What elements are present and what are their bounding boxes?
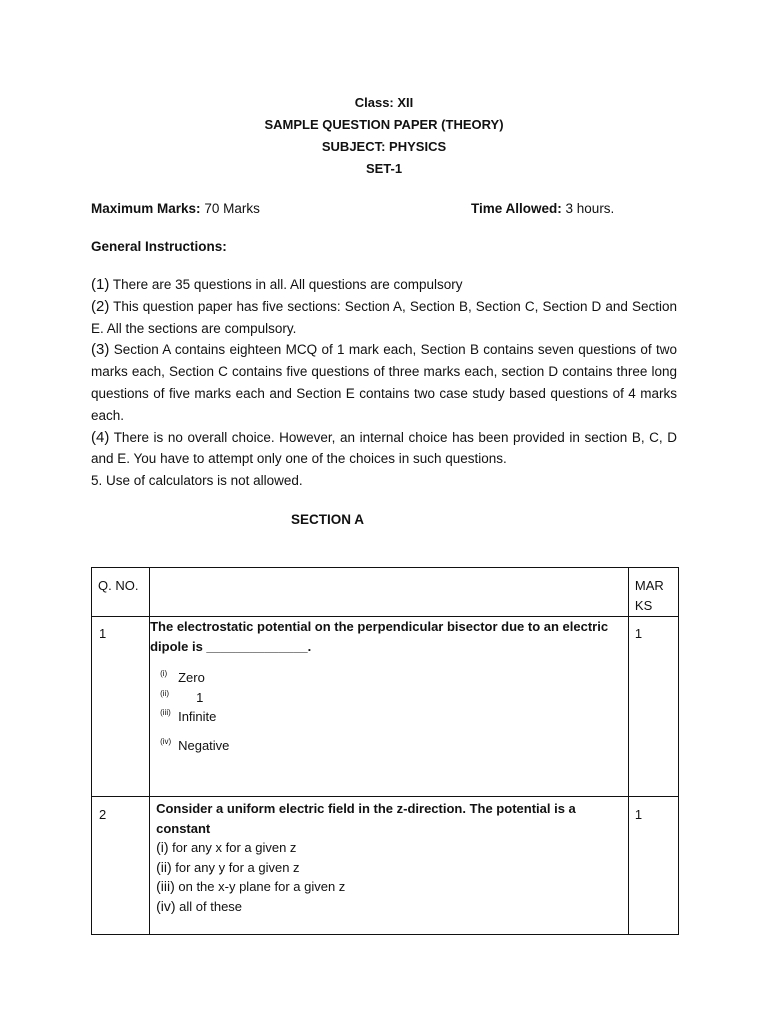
option-item: [156, 877, 620, 897]
table-row: [92, 797, 679, 935]
options-list: [150, 668, 620, 755]
option-item: [160, 736, 620, 756]
time-allowed-value: 3 hours.: [565, 201, 615, 216]
instruction-item: [91, 296, 677, 340]
maximum-marks-value: 70 Marks: [204, 201, 260, 216]
qno-header: [92, 568, 150, 617]
question-marks: 1: [628, 797, 678, 935]
question-text: The electrostatic potential on the perpendicular bisector due to an electric dipole is ______________.: [150, 619, 609, 654]
time-allowed-label: Time Allowed:: [471, 201, 562, 216]
option-text: Infinite: [178, 709, 217, 724]
table-header-row: [92, 568, 679, 617]
qno-header-text: Q. NO.: [98, 578, 139, 593]
option-roman: (iii): [160, 708, 171, 717]
question-table: [91, 567, 679, 935]
instruction-item: [91, 274, 677, 296]
option-item: [160, 688, 620, 708]
paper-title: SAMPLE QUESTION PAPER (THEORY): [264, 117, 504, 132]
instruction-text: There are 35 questions in all. All questions are compulsory: [112, 277, 463, 292]
maximum-marks-label: Maximum Marks:: [91, 201, 201, 216]
instruction-text: Use of calculators is not allowed.: [106, 473, 303, 489]
option-roman: (iv): [160, 736, 172, 746]
instruction-item: [91, 470, 677, 492]
option-roman: (i): [160, 669, 168, 678]
option-item: [156, 838, 620, 858]
subject-heading: SUBJECT: PHYSICS: [321, 139, 447, 154]
question-cell: [150, 617, 629, 797]
instruction-item: [91, 427, 677, 471]
table-row: [92, 617, 679, 797]
marks-header: [628, 568, 678, 617]
instruction-number: 5.: [91, 473, 103, 489]
instruction-number: (2): [91, 297, 110, 315]
instruction-item: [91, 339, 677, 426]
option-text: 1: [196, 689, 204, 705]
general-instructions-title: General Instructions:: [91, 239, 227, 254]
question-marks: 1: [628, 617, 678, 797]
option-item: [156, 897, 620, 917]
set-heading: SET-1: [365, 161, 403, 176]
instruction-number: (4): [91, 428, 110, 446]
option-roman: (i): [156, 839, 169, 855]
section-title: SECTION A: [291, 512, 365, 527]
option-item: [160, 668, 620, 688]
instruction-number: (3): [91, 341, 110, 359]
option-text: for any x for a given z: [172, 840, 297, 855]
time-allowed: [471, 201, 614, 217]
instruction-number: (1): [91, 276, 110, 293]
question-number: 1: [92, 617, 150, 797]
instruction-text: There is no overall choice. However, an internal choice has been provided in section B, C, D and E. You have to attempt only one of the choices in such questions.: [91, 429, 677, 467]
maximum-marks: [91, 201, 260, 217]
options-list: [156, 838, 620, 916]
question-text: Consider a uniform electric field in the z-direction. The potential is a constant: [156, 801, 576, 836]
instructions-list: [91, 274, 677, 492]
option-roman: (ii): [156, 858, 172, 875]
class-heading: Class: XII: [354, 95, 414, 110]
option-text: Negative: [178, 737, 230, 753]
question-number: 2: [92, 797, 150, 935]
marks-header-text: MARKS: [634, 578, 664, 613]
question-header: [150, 568, 629, 617]
instruction-text: Section A contains eighteen MCQ of 1 mark each, Section B contains seven questions of two marks each, Section C contains five questions of three marks each, section D contains three long questions of five marks each and Section E contains two case study based questions of 4 marks each.: [91, 342, 677, 423]
instruction-text: This question paper has five sections: Section A, Section B, Section C, Section D and Section E. All the sections are compulsory.: [91, 298, 677, 336]
question-cell: [150, 797, 629, 935]
option-item: [160, 707, 620, 727]
option-text: on the x-y plane for a given z: [178, 879, 346, 894]
option-text: for any y for a given z: [175, 859, 300, 875]
option-text: all of these: [179, 898, 243, 914]
option-roman: (iv): [156, 897, 176, 914]
option-roman: (ii): [160, 688, 169, 698]
option-item: [156, 858, 620, 878]
option-roman: (iii): [156, 878, 175, 894]
option-text: Zero: [178, 670, 205, 685]
